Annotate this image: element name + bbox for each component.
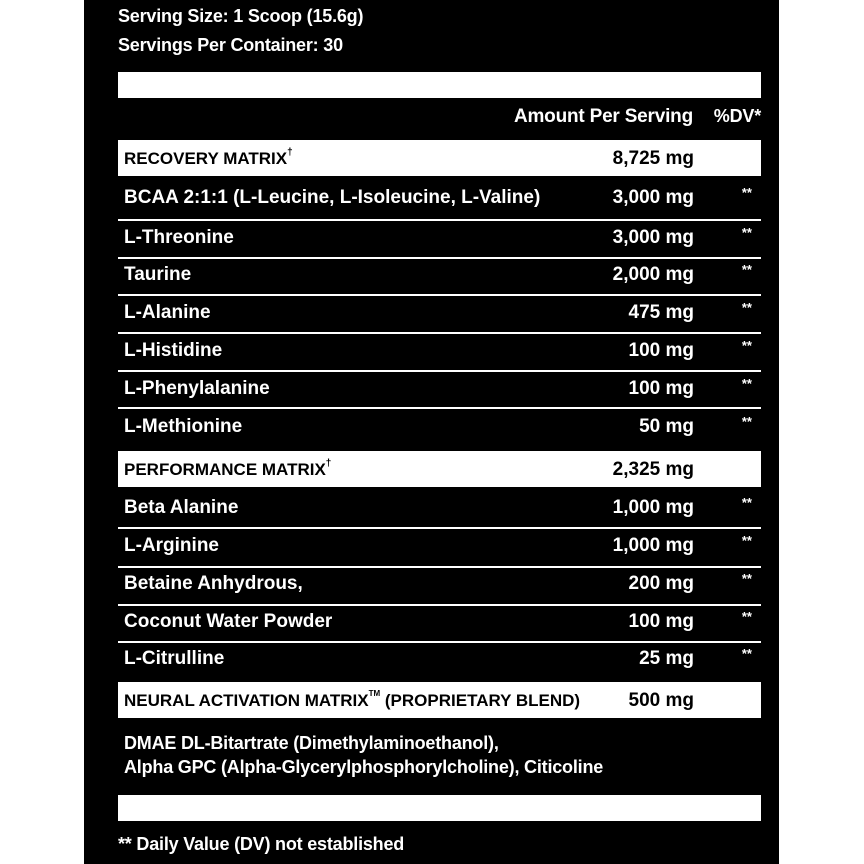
neural-ingredients-line-1: DMAE DL-Bitartrate (Dimethylaminoethanol),: [124, 733, 499, 753]
performance-matrix-header: [118, 451, 761, 487]
neural-matrix-title: NEURAL ACTIVATION MATRIX: [124, 691, 369, 710]
recovery-matrix-total: 8,725 mg: [612, 148, 694, 169]
neural-matrix-header: [118, 682, 761, 718]
neural-ingredients-line-2: Alpha GPC (Alpha-Glycerylphosphorylcholine), Citicoline: [124, 757, 604, 777]
row-divider: [118, 294, 761, 296]
row-divider: [118, 604, 761, 606]
row-divider: [118, 332, 761, 334]
row-divider: [118, 641, 761, 643]
performance-matrix-title: PERFORMANCE MATRIX: [124, 460, 326, 479]
servings-per-container: Servings Per Container: 30: [118, 35, 343, 55]
trademark-mark: TM: [368, 689, 381, 698]
recovery-matrix-title: RECOVERY MATRIX: [124, 149, 288, 168]
daily-value-header: %DV*: [713, 106, 761, 126]
recovery-matrix-header: [118, 140, 761, 176]
performance-matrix-total: 2,325 mg: [612, 459, 694, 480]
daily-value-footnote: ** Daily Value (DV) not established: [118, 834, 405, 854]
row-divider: [118, 566, 761, 568]
row-divider: [118, 407, 761, 409]
row-divider: [118, 219, 761, 221]
row-divider: [118, 257, 761, 259]
amount-per-serving-header: Amount Per Serving: [513, 106, 693, 127]
row-divider: [118, 370, 761, 372]
supplement-facts-panel: Serving Size: 1 Scoop (15.6g) Servings Per Container: 30 Amount Per Serving %DV* RECOVERY MATRIX† 8,725 mg BCAA 2:1:1 (L-Leucine, L-Isoleucine, L-Valine) 3,000 mg ** L-Threonine 3,000 mg ** Taurine 2,000 mg ** L-Alanine 475 mg ** L-Histidine 100 mg ** L-Phenylalanine 100 mg ** L-Methionine 50 mg ** PERFORMANCE MATRIX† 2,325 mg Beta Alanine 1,000 mg ** L-Arginine 1,000 mg ** Betaine Anhydrous, 200 mg ** Coconut Water Powder 100 mg ** L-Citrulline 25 mg ** NEURAL ACTIVATION MATRIX™ (PROPRIETARY BLEND) 500 mg DMAE DL-Bitartrate (Dimethylaminoethanol), Alpha GPC (Alpha-Glycerylphosphorylcholine), Citicoline ** Daily Value (DV) not established: [84, 0, 779, 864]
serving-size: Serving Size: 1 Scoop (15.6g): [118, 6, 364, 26]
thick-divider-bottom: [118, 795, 761, 821]
recovery-dagger: †: [287, 147, 293, 158]
thick-divider-top: [118, 72, 761, 98]
neural-matrix-suffix: (PROPRIETARY BLEND): [380, 691, 581, 710]
performance-dagger: †: [325, 458, 332, 469]
neural-matrix-total: 500 mg: [628, 690, 694, 711]
row-divider: [118, 527, 761, 529]
